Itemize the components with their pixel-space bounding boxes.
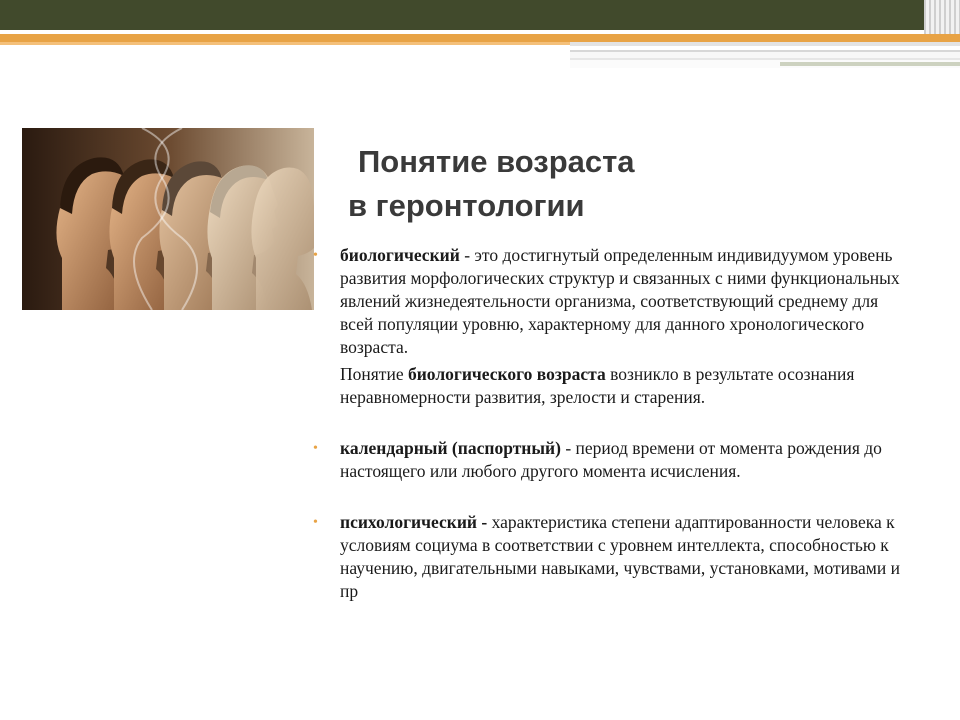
note-biological-age — [310, 363, 910, 409]
term-biological: биологический — [340, 245, 460, 265]
slide-body — [310, 244, 910, 603]
note-text: возникло в результате осознания неравномерности развития, зрелости и старения. — [340, 364, 855, 407]
slide-title — [340, 140, 800, 228]
top-bar — [0, 0, 960, 30]
bullet-icon: • — [313, 248, 318, 263]
definition-biological: - это достигнутый определенным индивидуумом уровень развития морфологических структур и связанных с ними функциональных явлений жизнедеятельности организма, соответствующий среднему для всей популяции уровню, характерному для данного хронологического возраста. — [340, 245, 900, 357]
note-prefix: Понятие — [340, 364, 408, 384]
list-item-psychological — [310, 511, 910, 603]
definition-psychological: характеристика степени адаптированности человека к условиям социума в соответствии с уровнем интеллекта, способностью к научению, двигательными навыками, чувствами, установками, мотивами и пр — [340, 512, 900, 601]
title-line-1: Понятие возраста — [358, 144, 635, 179]
definition-calendar: - период времени от момента рождения до настоящего или любого другого момента исчисления. — [340, 438, 882, 481]
list-item-calendar — [310, 437, 910, 483]
term-calendar: календарный (паспортный) — [340, 438, 561, 458]
list-item-biological — [310, 244, 910, 359]
note-term: биологического возраста — [407, 364, 606, 384]
top-right-decoration — [924, 0, 960, 36]
term-psychological: психологический - — [340, 512, 488, 532]
bullet-icon: • — [313, 441, 318, 456]
accent-stripe-orange — [0, 34, 960, 42]
accent-stripe-olive — [780, 62, 960, 66]
title-line-2: в геронтологии — [348, 188, 585, 223]
aging-faces-image — [22, 128, 314, 310]
accent-stripe-orange-light — [0, 42, 570, 45]
bullet-icon: • — [313, 515, 318, 530]
face-5 — [251, 167, 314, 310]
